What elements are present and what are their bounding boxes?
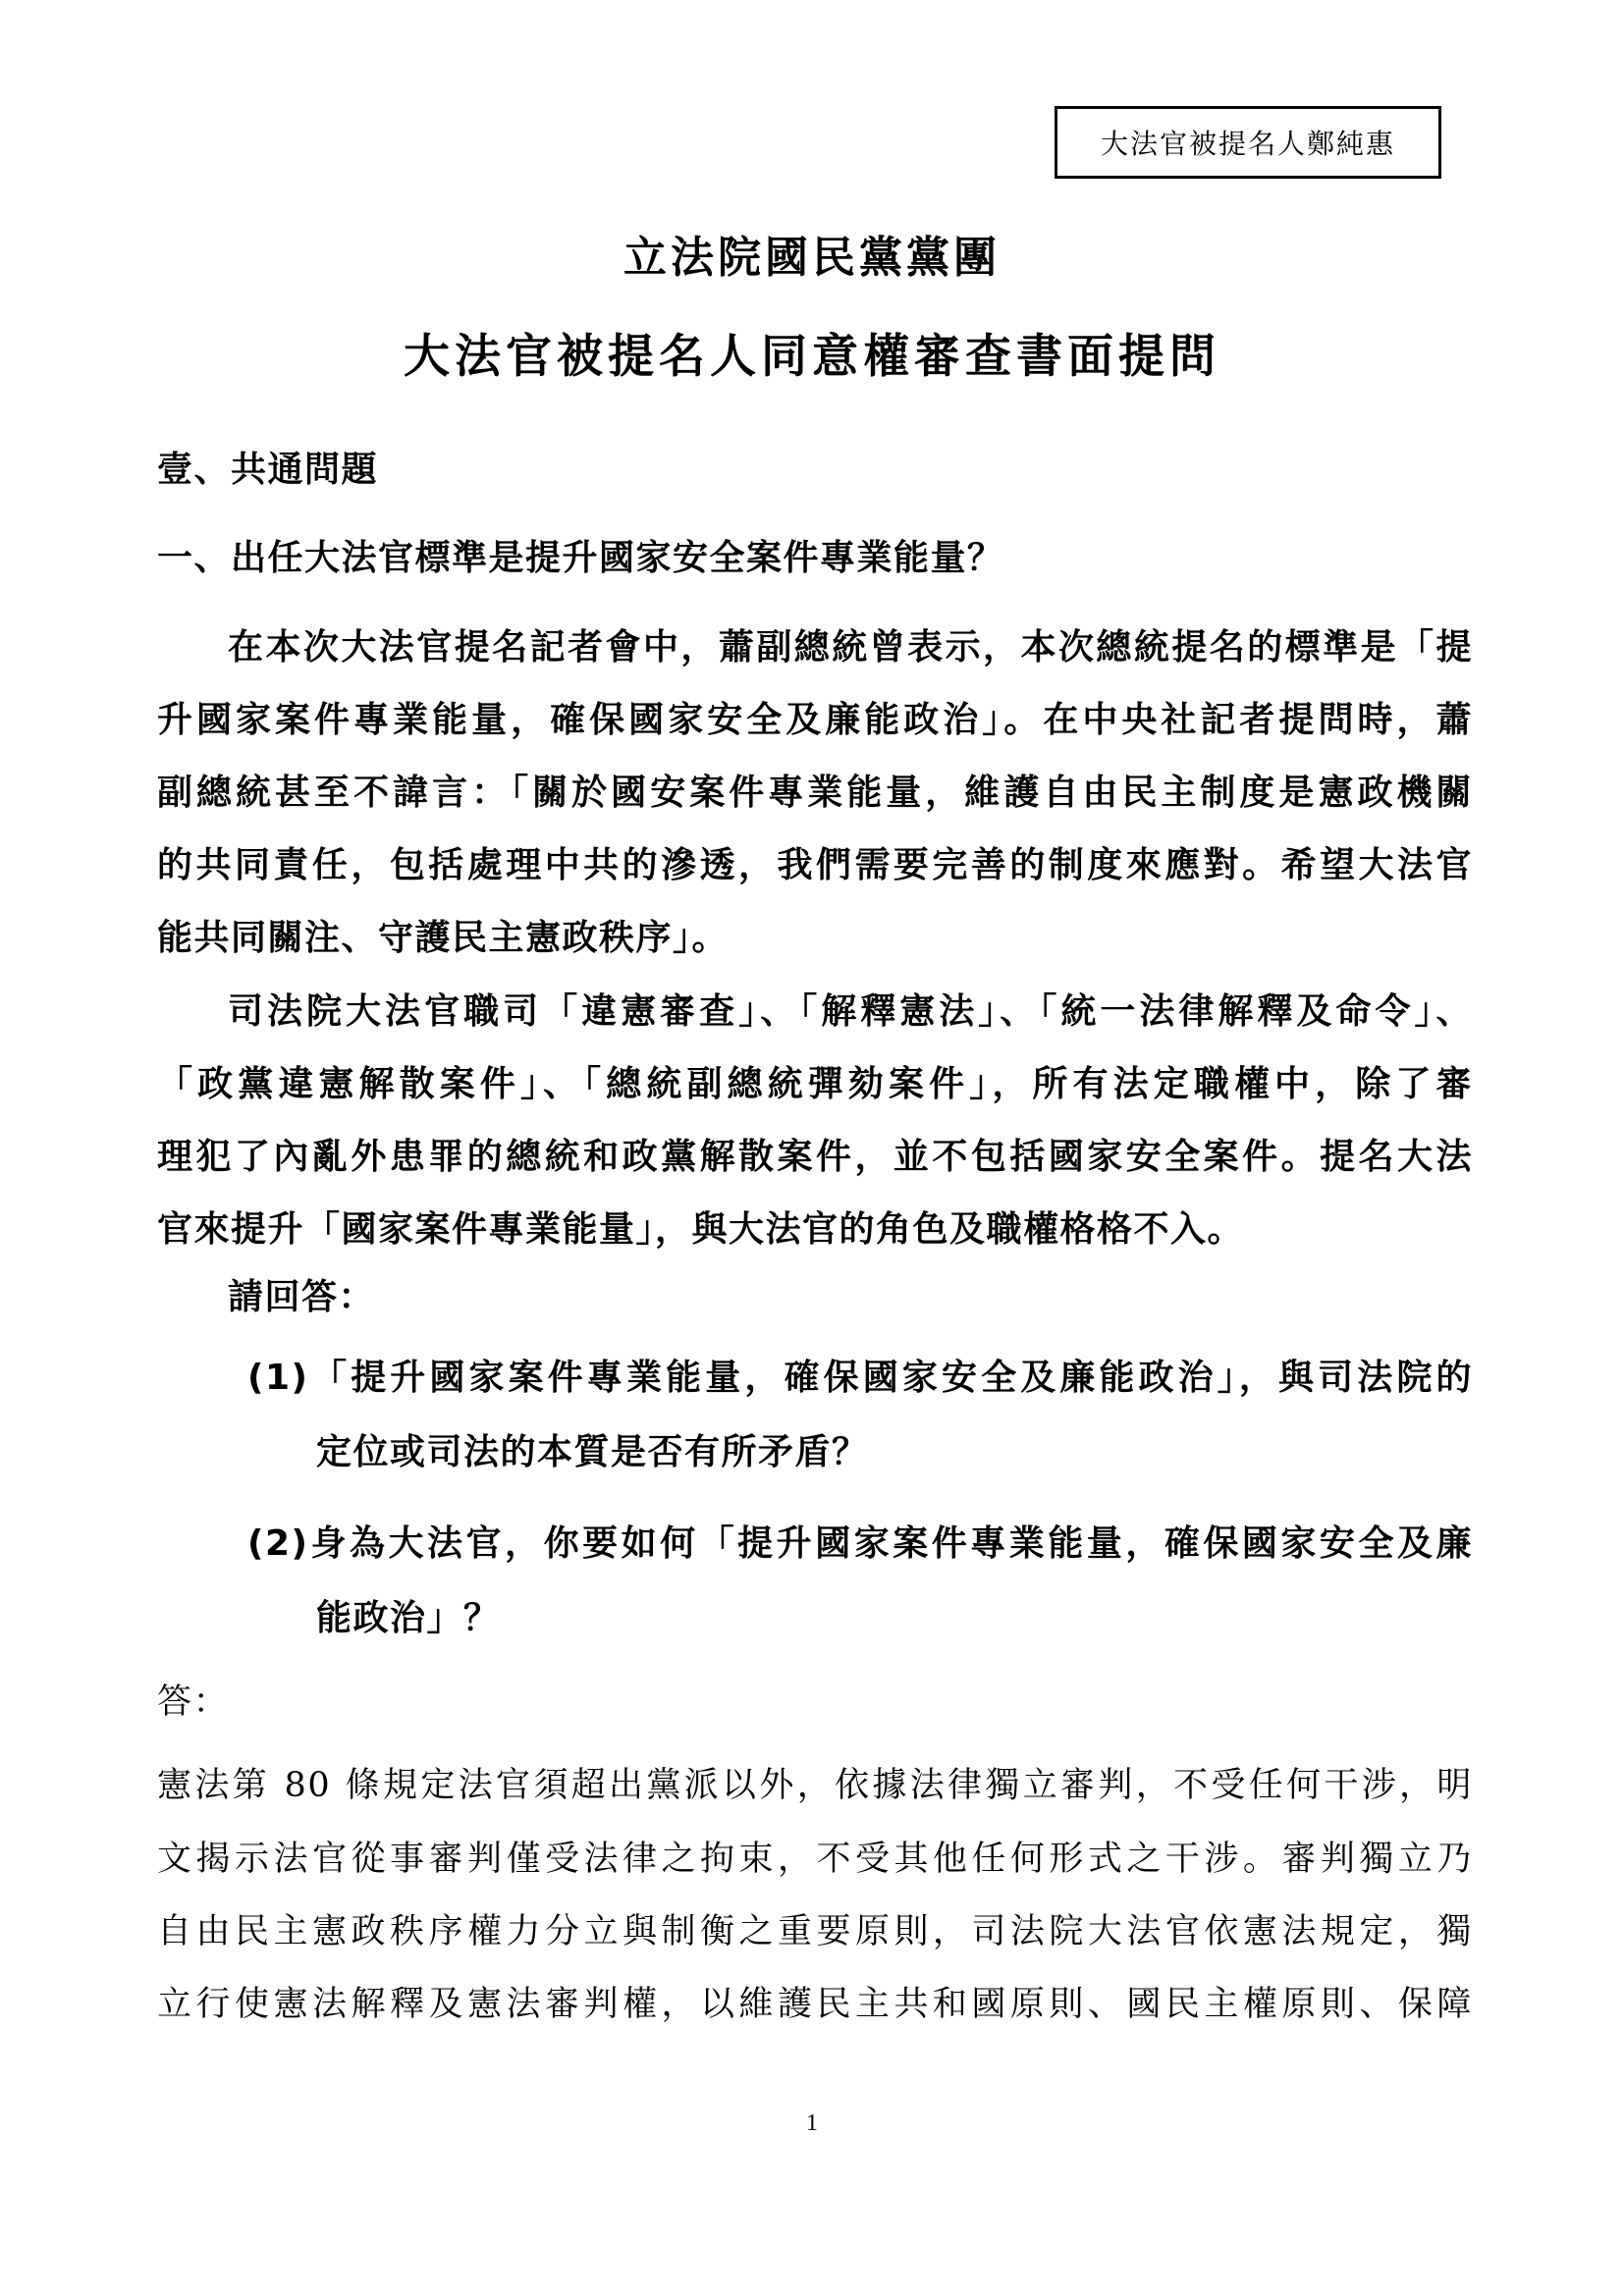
nominee-tag-text: 大法官被提名人鄭純惠 bbox=[1100, 128, 1395, 160]
document-title-main: 大法官被提名人同意權審查書面提問 bbox=[404, 330, 1220, 384]
paragraph-line: 司法院大法官職司「違憲審查」、「解釋憲法」、「統一法律解釋及命令」、 bbox=[228, 991, 1473, 1032]
answer-label: 答： bbox=[157, 1682, 230, 1722]
paragraph-line: 升國家案件專業能量，確保國家安全及廉能政治」。在中央社記者提問時，蕭 bbox=[157, 700, 1473, 740]
question-line: (2)身為大法官，你要如何「提升國家案件專業能量，確保國家安全及廉 bbox=[247, 1523, 1473, 1564]
question-line: (1)「提升國家案件專業能量，確保國家安全及廉能政治」，與司法院的 bbox=[247, 1358, 1473, 1398]
nominee-tag-box bbox=[1055, 106, 1441, 179]
answer-line: 文揭示法官從事審判僅受法律之拘束，不受其他任何形式之干涉。審判獨立乃 bbox=[157, 1840, 1473, 1879]
paragraph-line: 官來提升「國家案件專業能量」，與大法官的角色及職權格格不入。 bbox=[157, 1209, 1245, 1250]
paragraph-line: 副總統甚至不諱言：「關於國安案件專業能量，維護自由民主制度是憲政機關 bbox=[157, 773, 1473, 813]
answer-line: 立行使憲法解釋及憲法審判權，以維護民主共和國原則、國民主權原則、保障 bbox=[157, 1985, 1473, 2024]
paragraph-line: 理犯了內亂外患罪的總統和政黨解散案件，並不包括國家安全案件。提名大法 bbox=[157, 1137, 1473, 1177]
question-line: 定位或司法的本質是否有所矛盾？ bbox=[316, 1432, 869, 1472]
answer-line: 憲法第 80 條規定法官須超出黨派以外，依據法律獨立審判，不受任何干涉，明 bbox=[157, 1766, 1473, 1805]
please-answer-label: 請回答： bbox=[228, 1277, 376, 1317]
document-title-caucus: 立法院國民黨黨團 bbox=[623, 233, 1001, 283]
paragraph-line: 能共同關注、守護民主憲政秩序」。 bbox=[157, 918, 730, 958]
answer-line: 自由民主憲政秩序權力分立與制衡之重要原則，司法院大法官依憲法規定，獨 bbox=[157, 1912, 1473, 1951]
question-line: 能政治」？ bbox=[316, 1598, 501, 1638]
paragraph-line: 的共同責任，包括處理中共的滲透，我們需要完善的制度來應對。希望大法官 bbox=[157, 845, 1473, 885]
page-number: 1 bbox=[806, 2110, 818, 2136]
question-heading: 一、出任大法官標準是提升國家安全案件專業能量？ bbox=[157, 538, 1004, 578]
section-heading: 壹、共通問題 bbox=[157, 450, 379, 490]
paragraph-line: 在本次大法官提名記者會中，蕭副總統曾表示，本次總統提名的標準是「提 bbox=[228, 627, 1473, 667]
paragraph-line: 「政黨違憲解散案件」、「總統副總統彈劾案件」，所有法定職權中，除了審 bbox=[157, 1064, 1473, 1104]
